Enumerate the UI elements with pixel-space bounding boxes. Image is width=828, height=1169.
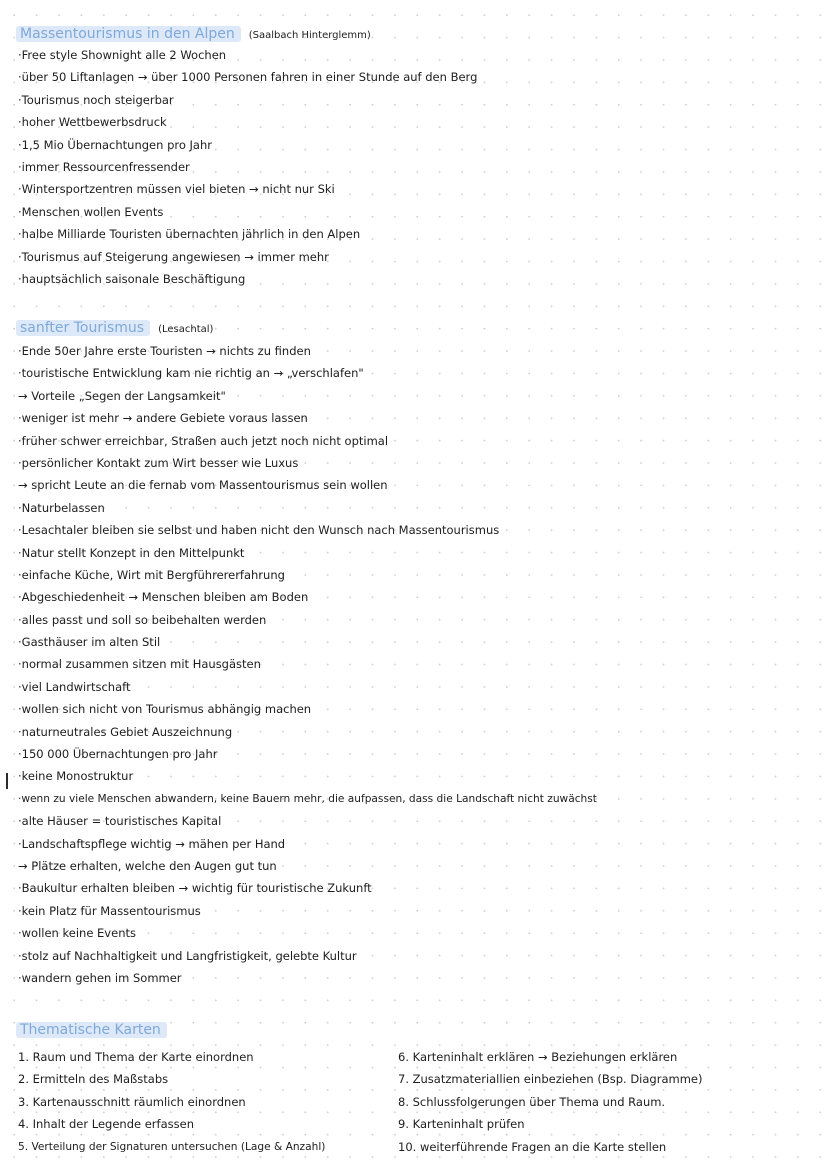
note-line: ·1,5 Mio Übernachtungen pro Jahr (18, 137, 213, 152)
note-line: ·alte Häuser = touristisches Kapital (18, 814, 222, 829)
massentourismus-notes (18, 44, 818, 290)
section-heading-thematische-karten (16, 1020, 167, 1040)
note-line: ·Landschaftspflege wichtig → mähen per Hand (18, 836, 286, 851)
note-line: ·viel Landwirtschaft (18, 679, 131, 694)
step-item: 2. Ermitteln des Maßstabs (18, 1072, 169, 1087)
note-line: ·Menschen wollen Events (18, 204, 164, 219)
steps-right-column (398, 1046, 702, 1158)
note-line: ·150 000 Übernachtungen pro Jahr (18, 747, 218, 762)
note-line: ·wollen sich nicht von Tourismus abhängig machen (18, 702, 312, 717)
note-line: ·keine Monostruktur (18, 769, 134, 784)
note-line: ·hauptsächlich saisonale Beschäftigung (18, 271, 246, 286)
note-line: ·touristische Entwicklung kam nie richtig an → „verschlafen" (18, 366, 364, 381)
step-item: 6. Karteninhalt erklären → Beziehungen erklären (398, 1050, 678, 1064)
note-line: → Plätze erhalten, welche den Augen gut tun (18, 858, 277, 873)
heading-title: Thematische Karten (16, 1022, 167, 1038)
note-line: → Vorteile „Segen der Langsamkeit" (18, 388, 226, 403)
note-line: ·weniger ist mehr → andere Gebiete voraus lassen (18, 411, 308, 426)
note-line: ·einfache Küche, Wirt mit Bergführererfahrung (18, 567, 285, 582)
note-line: ·alles passt und soll so beibehalten werden (18, 612, 267, 627)
note-line: ·immer Ressourcenfressender (18, 159, 190, 174)
note-line: ·Abgeschiedenheit → Menschen bleiben am Boden (18, 590, 309, 605)
note-line: ·Wintersportzentren müssen viel bieten → nicht nur Ski (18, 182, 335, 197)
step-item: 4. Inhalt der Legende erfassen (18, 1117, 194, 1132)
note-line: ·Tourismus noch steigerbar (18, 92, 174, 107)
note-line: ·naturneutrales Gebiet Auszeichnung (18, 724, 233, 739)
section-heading-massentourismus (16, 24, 371, 46)
step-item: 7. Zusatzmateriallien einbeziehen (Bsp. Diagramme) (398, 1072, 703, 1087)
heading-subtitle: (Saalbach Hinterglemm) (248, 30, 371, 41)
step-item: 9. Karteninhalt prüfen (398, 1117, 525, 1132)
note-line: ·Lesachtaler bleiben sie selbst und haben nicht den Wunsch nach Massentourismus (18, 523, 500, 538)
note-line: ·stolz auf Nachhaltigkeit und Langfristigkeit, gelebte Kultur (18, 948, 357, 963)
note-line: ·Tourismus auf Steigerung angewiesen → immer mehr (18, 249, 329, 264)
note-line: ·normal zusammen sitzen mit Hausgästen (18, 657, 261, 672)
note-line: ·kein Platz für Massentourismus (18, 903, 201, 918)
heading-title: sanfter Tourismus (16, 320, 150, 336)
heading-title: Massentourismus in den Alpen (16, 26, 241, 42)
step-item: 10. weiterführende Fragen an die Karte stellen (398, 1139, 667, 1154)
note-line: ·wenn zu viele Menschen abwandern, keine Bauern mehr, die aufpassen, dass die Landschaft nicht zuwächst (18, 792, 597, 805)
note-line: ·Gasthäuser im alten Stil (18, 635, 161, 650)
section-heading-sanfter-tourismus (16, 318, 213, 340)
note-line: → spricht Leute an die fernab vom Massentourismus sein wollen (18, 478, 388, 493)
note-line: ·Natur stellt Konzept in den Mittelpunkt (18, 545, 245, 560)
step-item: 1. Raum und Thema der Karte einordnen (18, 1050, 254, 1064)
note-line: ·Naturbelassen (18, 500, 105, 515)
step-item: 5. Verteilung der Signaturen untersuchen (Lage & Anzahl) (18, 1140, 326, 1153)
note-line: ·persönlicher Kontakt zum Wirt besser wie Luxus (18, 455, 299, 470)
note-line: ·halbe Milliarde Touristen übernachten jährlich in den Alpen (18, 227, 361, 242)
note-line: ·Baukultur erhalten bleiben → wichtig für touristische Zukunft (18, 881, 372, 896)
step-item: 8. Schlussfolgerungen über Thema und Raum. (398, 1094, 666, 1109)
note-line: ·wandern gehen im Sommer (18, 970, 182, 985)
note-line: ·wollen keine Events (18, 926, 136, 941)
note-line: ·Free style Shownight alle 2 Wochen (18, 48, 227, 62)
step-item: 3. Kartenausschnitt räumlich einordnen (18, 1094, 246, 1109)
sanfter-tourismus-notes (18, 340, 818, 989)
note-line: ·Ende 50er Jahre erste Touristen → nichts zu finden (18, 344, 311, 358)
note-line: ·hoher Wettbewerbsdruck (18, 115, 167, 130)
steps-left-column (18, 1046, 325, 1158)
note-line: ·früher schwer erreichbar, Straßen auch jetzt noch nicht optimal (18, 433, 389, 448)
margin-marker (6, 773, 8, 789)
heading-subtitle: (Lesachtal) (158, 324, 214, 335)
note-line: ·über 50 Liftanlagen → über 1000 Personen fahren in einer Stunde auf den Berg (18, 70, 478, 85)
